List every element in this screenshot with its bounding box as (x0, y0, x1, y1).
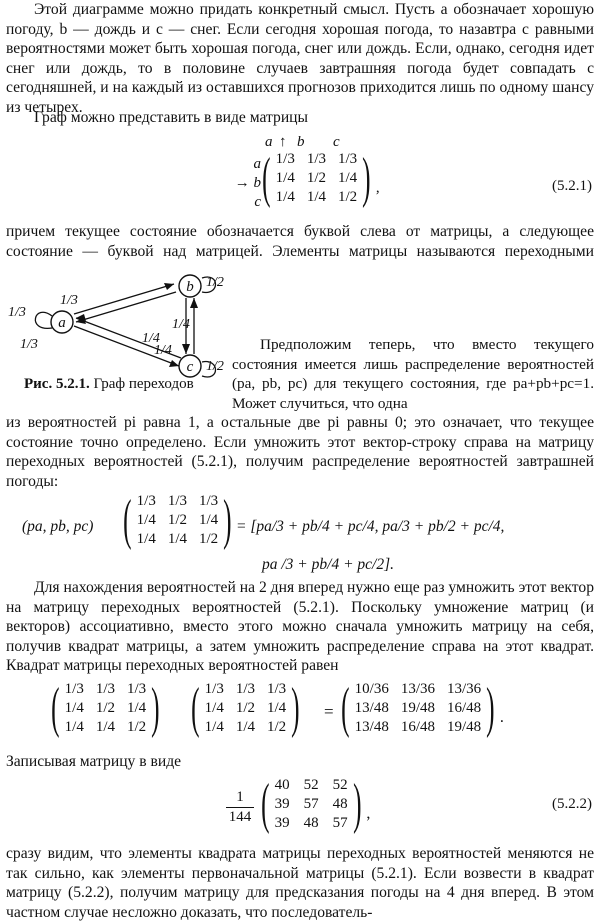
figure-transition-graph (4, 266, 226, 396)
paragraph-distribution-continued: из вероятностей pi равна 1, а остальные две pi равны 0; это означает, что текущее состояние точно определено. Если умножить этот вектор-строку справа на матрицу переходных вероятностей (5.2.1), получим распределение вероятностей завтрашней погоды: (6, 414, 594, 490)
matrix-cell: 1/4 (306, 189, 326, 205)
matrix-cell: 1/3 (267, 681, 287, 697)
matrix-cell: 1/3 (204, 681, 224, 697)
matrix-cell: 10/36 (354, 681, 389, 697)
equation-square (46, 677, 566, 750)
matrix-cell: 1/3 (199, 493, 219, 509)
matrix-cell: 1/2 (235, 700, 255, 716)
row-label-b: → b (234, 175, 261, 191)
matrix-cell: 1/2 (338, 189, 358, 205)
paragraph-two-days-ahead: Для нахождения вероятностей на 2 дня вперед нужно еще раз умножить этот вектор на матрицу переходных вероятностей (5.2.1). Поскольку умножение матриц (и векторов) ассоциативно, вместо этого можно сначала умножить матрицу на себя, получив квадрат матрицы, а затем умножить распределение справа на этот квадрат. Квадрат матрицы переходных вероятностей равен (6, 579, 594, 674)
col-label-b: b (297, 134, 305, 150)
matrix-cell: 1/4 (64, 700, 84, 716)
matrix-cell: 1/2 (167, 512, 187, 528)
matrix-cell: 1/4 (267, 700, 287, 716)
matrix-cell: 1/2 (127, 719, 147, 735)
arrow-up-icon: ↑ (279, 134, 287, 150)
matrix-cell: 16/48 (400, 719, 435, 735)
matrix-cell: 1/3 (127, 681, 147, 697)
matrix-cell: 1/4 (95, 719, 115, 735)
matrix-right: ( 1/3 1/3 1/3 1/4 1/2 1/4 1/4 1/4 1/2 ) (191, 677, 300, 739)
matrix-5-2-2: ( 40 52 52 39 57 48 39 48 57 ) , (261, 773, 371, 835)
node-label-a: a (58, 315, 66, 331)
paragraph-weather-intro: Этой диаграмме можно придать конкретный смысл. Пусть a обозначает хорошую погоду, b — дождь и c — снег. Если сегодня хорошая погода, то назавтра с равными вероятностями может быть хорошая погода, снег или дождь. Если, однако, сегодня идет снег или дождь, то в половине случаев завтрашняя погода будет совпадать с сегодняшней, и на каждый из оставшихся прогнозов приходится лишь по одному шансу из четырех. (6, 1, 594, 116)
matrix-cell: 1/4 (136, 512, 156, 528)
matrix-cell: 1/3 (64, 681, 84, 697)
matrix-cell: 48 (303, 815, 319, 831)
matrix-cell: 1/4 (127, 700, 147, 716)
matrix-cell: 1/4 (338, 170, 358, 186)
matrix-cell: 19/48 (400, 700, 435, 716)
matrix-cells (276, 150, 358, 207)
edge-label: 1/4 (172, 317, 190, 332)
matrix-cell: 1/3 (95, 681, 115, 697)
matrix-5-2-1: ( 1/3 1/3 1/3 1/4 1/2 1/4 1/4 1/4 1/2 ) , (262, 147, 380, 209)
matrix-cell: 1/4 (199, 512, 219, 528)
matrix-cell: 1/3 (235, 681, 255, 697)
matrix-cell: 52 (332, 777, 348, 793)
col-label-a: a (265, 134, 273, 150)
matrix-cell: 1/2 (306, 170, 326, 186)
matrix-cell: 1/3 (306, 151, 326, 167)
row-label-c: c (254, 194, 261, 210)
matrix-cell: 1/4 (204, 700, 224, 716)
matrix-cell: 19/48 (447, 719, 482, 735)
product-result-line-1: = [pa/3 + pb/4 + pc/4, pa/3 + pb/2 + pc/4, (236, 518, 505, 535)
matrix-cell: 1/2 (95, 700, 115, 716)
edge-a-b (74, 284, 174, 314)
matrix-left: ( 1/3 1/3 1/3 1/4 1/2 1/4 1/4 1/4 1/2 ) (51, 677, 160, 739)
matrix-cell: 13/48 (354, 700, 389, 716)
figure-caption-label: Рис. 5.2.1. (24, 376, 90, 392)
equation-product (22, 486, 592, 576)
equation-number-5-2-1: (5.2.1) (552, 178, 592, 194)
matrix-cell: 1/4 (275, 189, 295, 205)
node-label-b: b (186, 279, 194, 295)
matrix-product: ( 1/3 1/3 1/3 1/4 1/2 1/4 1/4 1/4 1/2 ) (123, 489, 232, 551)
loop-a (35, 312, 52, 328)
matrix-cell: 39 (274, 796, 290, 812)
matrix-cell: 1/4 (235, 719, 255, 735)
equation-number-5-2-2: (5.2.2) (552, 796, 592, 812)
matrix-cell: 1/4 (136, 531, 156, 547)
edge-label: 1/4 (142, 331, 160, 346)
matrix-cell: 57 (303, 796, 319, 812)
edge-label: 1/2 (206, 275, 224, 290)
matrix-cell: 1/4 (167, 531, 187, 547)
matrix-cell: 1/4 (204, 719, 224, 735)
node-label-c: c (186, 359, 194, 375)
matrix-cell: 1/3 (338, 151, 358, 167)
probability-vector: (pa, pb, pc) (22, 518, 94, 535)
matrix-cell: 13/36 (447, 681, 482, 697)
edge-label: 1/3 (20, 337, 38, 352)
figure-caption-text: Граф переходов (93, 376, 194, 392)
edge-label: 1/3 (8, 305, 26, 320)
paragraph-distribution-start: Предположим теперь, что вместо текущего состояния имеется лишь распределение вероятностей (pa, pb, pc) для текущего состояния, где pa+pb+pc=1. Может случиться, что одна (232, 336, 594, 412)
edge-b-a (76, 292, 176, 322)
col-label-c: c (333, 134, 340, 150)
edge-label: 1/3 (60, 293, 78, 308)
matrix-cell: 52 (303, 777, 319, 793)
matrix-cell: 1/4 (64, 719, 84, 735)
matrix-cell: 1/3 (275, 151, 295, 167)
paragraph-transition-probabilities-wrap (232, 261, 594, 339)
paragraph-transition-probabilities-full: причем текущее состояние обозначается буквой слева от матрицы, а следующее состояние — буквой над матрицей. Элементы матрицы называются переходными (6, 223, 594, 260)
matrix-square-result: ( 10/36 13/36 13/36 13/48 19/48 16/48 13/48 16/48 19/48 ) . (341, 677, 504, 739)
equals-sign: = (324, 702, 334, 721)
fraction-denominator: 144 (226, 807, 254, 827)
paragraph-conclusion: сразу видим, что элементы квадрата матрицы переходных вероятностей меняются не так сильно, как элементы первоначальной матрицы (5.2.1). Если возвести в квадрат матрицу (5.2.2), получим матрицу для предсказания погоды на 4 дня вперед. В этом частном случае несложно доказать, что последователь- (6, 845, 594, 921)
matrix-cell: 39 (274, 815, 290, 831)
edge-label: 1/2 (206, 359, 224, 374)
paragraph-matrix-form: Записывая матрицу в виде (6, 753, 182, 770)
matrix-cell: 57 (332, 815, 348, 831)
matrix-cell: 1/4 (275, 170, 295, 186)
matrix-cell: 13/36 (400, 681, 435, 697)
matrix-cell: 1/2 (267, 719, 287, 735)
matrix-cell: 1/3 (136, 493, 156, 509)
matrix-cell: 13/48 (354, 719, 389, 735)
matrix-cell: 1/3 (167, 493, 187, 509)
figure-caption (24, 376, 194, 393)
matrix-cell: 48 (332, 796, 348, 812)
edge-label: 1/4 (154, 343, 172, 358)
row-label-a: a (253, 156, 261, 172)
fraction-numerator: 1 (236, 789, 244, 805)
product-result-line-2: pa /3 + pb/4 + pc/2]. (262, 556, 394, 573)
paragraph-graph-matrix: Граф можно представить в виде матрицы (34, 109, 308, 126)
matrix-cell: 40 (274, 777, 290, 793)
fraction (226, 788, 254, 827)
matrix-cell: 16/48 (447, 700, 482, 716)
equation-5-2-2 (226, 773, 426, 840)
matrix-cell: 1/2 (199, 531, 219, 547)
